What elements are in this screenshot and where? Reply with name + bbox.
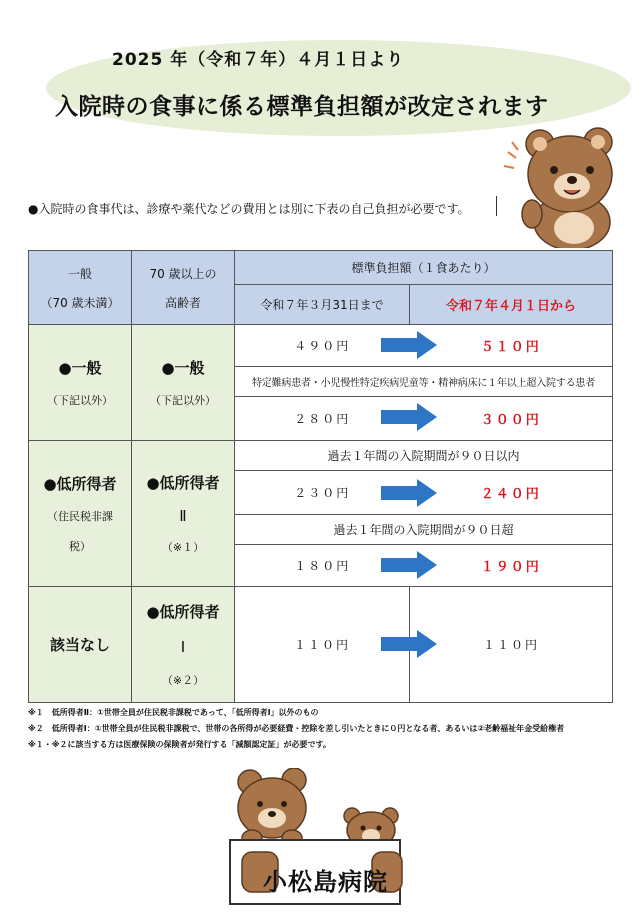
period-over-90-days: 過去１年間の入院期間が９０日超 [235, 515, 613, 545]
header-until-march: 令和７年３月31日まで [235, 285, 410, 325]
arrow-right-icon [381, 630, 437, 658]
fee-old-low2-within: ２３０円 [235, 471, 410, 515]
category-low-income-1: ●低所得者 Ⅰ （※２） [132, 587, 235, 703]
header-from-april: 令和７年４月１日から [410, 285, 613, 325]
special-patients-note: 特定難病患者・小児慢性特定疾病児童等・精神病床に１年以上超入院する患者 [235, 367, 613, 397]
period-within-90-days: 過去１年間の入院期間が９０日以内 [235, 441, 613, 471]
fee-old-general: ４９０円 [235, 325, 410, 367]
fee-new-low1: １１０円 [410, 587, 613, 703]
header-standard-charge: 標準負担額（１食あたり） [235, 251, 613, 285]
hospital-name: 小松島病院 [263, 867, 388, 896]
footnote-1: ※１ 低所得者Ⅱ：①世帯全員が住民税非課税であって、「低所得者Ⅰ」以外のもの [28, 708, 319, 717]
category-low-income: ●低所得者 （住民税非課 税） [29, 441, 132, 587]
fee-new-general: ５１０円 [410, 325, 613, 367]
fee-new-special: ３００円 [410, 397, 613, 441]
arrow-right-icon [381, 403, 437, 431]
bear-illustration [502, 122, 620, 248]
fee-old-low2-over: １８０円 [235, 545, 410, 587]
category-none: 該当なし [29, 587, 132, 703]
fee-new-low2-within: ２４０円 [410, 471, 613, 515]
fee-old-low1: １１０円 [235, 587, 410, 703]
fee-old-special: ２８０円 [235, 397, 410, 441]
text-cursor [496, 196, 497, 216]
page-title: 入院時の食事に係る標準負担額が改定されます [55, 94, 549, 120]
header-general: 一般 （70 歳未満） [29, 251, 132, 325]
fee-table [28, 250, 613, 703]
category-low-income-2: ●低所得者 Ⅱ （※１） [132, 441, 235, 587]
arrow-right-icon [381, 551, 437, 579]
arrow-right-icon [381, 479, 437, 507]
intro-text: ●入院時の食事代は、診療や薬代などの費用とは別に下表の自己負担が必要です。 [28, 202, 470, 216]
footnotes [28, 705, 564, 753]
category-elderly-general: ●一般 （下記以外） [132, 325, 235, 441]
arrow-right-icon [381, 331, 437, 359]
header-elderly: 70 歳以上の 高齢者 [132, 251, 235, 325]
footnote-2: ※２ 低所得者Ⅰ：①世帯全員が住民税非課税で、世帯の各所得が必要経費・控除を差し引いたときに０円となる者、あるいは②老齢福祉年金受給権者 [28, 724, 565, 733]
fee-new-low2-over: １９０円 [410, 545, 613, 587]
footnote-3: ※１・※２に該当する方は医療保険の保険者が発行する「減額認定証」が必要です。 [28, 740, 331, 749]
category-general: ●一般 （下記以外） [29, 325, 132, 441]
effective-date: 2025 年（令和７年）４月１日より [112, 50, 405, 70]
